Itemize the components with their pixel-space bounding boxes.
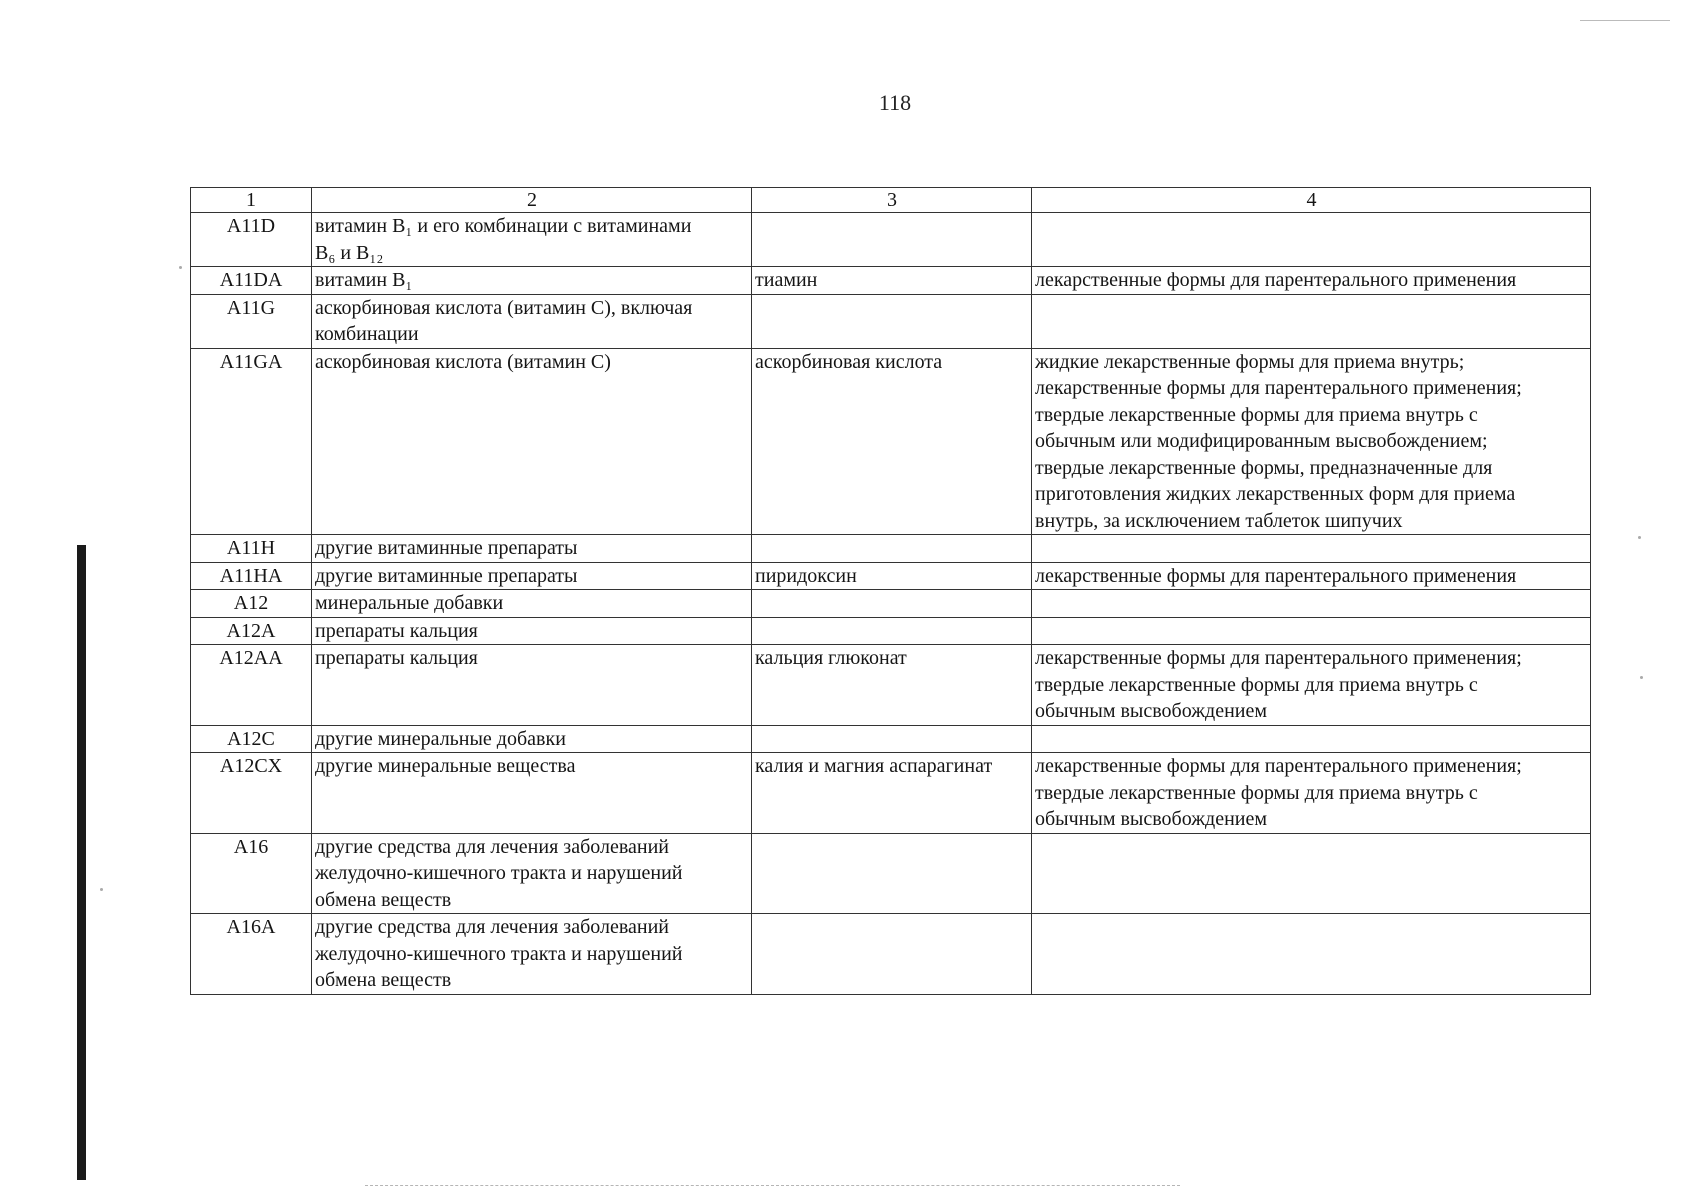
cell-medicine-name (752, 645, 1032, 726)
cell-dosage-forms (1032, 645, 1591, 726)
table-row (191, 617, 1591, 645)
cell-atc-code (191, 267, 312, 295)
cell-dosage-forms (1032, 590, 1591, 618)
cell-atc-code (191, 645, 312, 726)
cell-anatomical-therapeutic-group-text: витамин B₁ и его комбинации с витаминами B₆ и B₁₂ (315, 215, 692, 264)
cell-atc-code-text: A11D (226, 215, 276, 237)
cell-dosage-forms (1032, 294, 1591, 348)
cell-anatomical-therapeutic-group-text: минеральные добавки (315, 592, 504, 614)
header-cell-3: 3 (752, 188, 1032, 213)
cell-dosage-forms (1032, 535, 1591, 563)
cell-medicine-name-text: калия и магния аспарагинат (755, 755, 993, 777)
cell-atc-code (191, 590, 312, 618)
table-row (191, 725, 1591, 753)
cell-dosage-forms (1032, 562, 1591, 590)
cell-dosage-forms-text: лекарственные формы для парентерального применения (1035, 269, 1517, 291)
cell-atc-code (191, 294, 312, 348)
cell-medicine-name (752, 914, 1032, 995)
cell-atc-code-text: A11DA (219, 269, 283, 291)
cell-medicine-name (752, 213, 1032, 267)
cell-anatomical-therapeutic-group (312, 833, 752, 914)
cell-anatomical-therapeutic-group (312, 617, 752, 645)
cell-dosage-forms (1032, 914, 1591, 995)
cell-atc-code-text: A11G (226, 296, 276, 319)
page-number: 118 (878, 90, 912, 115)
cell-anatomical-therapeutic-group-text: другие витаминные препараты (315, 537, 578, 559)
cell-medicine-name-text: тиамин (755, 269, 818, 291)
cell-dosage-forms (1032, 833, 1591, 914)
cell-medicine-name-text: кальция глюконат (755, 647, 907, 669)
table-row (191, 348, 1591, 535)
cell-atc-code-text: A12 (233, 592, 269, 614)
cell-dosage-forms-text: жидкие лекарственные формы для приема внутрь; лекарственные формы для парентерального применения; твердые лекарственные формы для приема внутрь с обычным или модифицированным высвобождением; твердые лекарственные формы, предназначенные для приготовления жидких лекарственных форм для приема внутрь, за исключением таблеток шипучих (1035, 350, 1522, 532)
cell-atc-code (191, 753, 312, 834)
cell-anatomical-therapeutic-group (312, 267, 752, 295)
medicines-table-container (190, 187, 1590, 995)
cell-anatomical-therapeutic-group-text: витамин B₁ (315, 269, 413, 291)
cell-medicine-name (752, 590, 1032, 618)
cell-anatomical-therapeutic-group-text: аскорбиновая кислота (витамин C) (315, 350, 611, 373)
cell-anatomical-therapeutic-group (312, 590, 752, 618)
cell-medicine-name (752, 753, 1032, 834)
cell-dosage-forms-text: лекарственные формы для парентерального применения; твердые лекарственные формы для приема внутрь с обычным высвобождением (1035, 755, 1522, 830)
cell-atc-code (191, 833, 312, 914)
cell-anatomical-therapeutic-group (312, 645, 752, 726)
cell-medicine-name (752, 535, 1032, 563)
cell-dosage-forms (1032, 213, 1591, 267)
cell-atc-code-text: A11H (226, 537, 276, 559)
cell-anatomical-therapeutic-group-text: препараты кальция (315, 647, 478, 669)
scan-dot (100, 888, 103, 891)
cell-medicine-name (752, 833, 1032, 914)
header-cell-1: 1 (191, 188, 312, 213)
cell-dosage-forms (1032, 725, 1591, 753)
cell-dosage-forms (1032, 753, 1591, 834)
table-row (191, 267, 1591, 295)
cell-anatomical-therapeutic-group (312, 294, 752, 348)
cell-dosage-forms-text: лекарственные формы для парентерального применения (1035, 564, 1517, 587)
scan-dot (1640, 676, 1643, 679)
cell-anatomical-therapeutic-group (312, 725, 752, 753)
cell-atc-code-text: A11GA (219, 350, 283, 373)
cell-atc-code (191, 914, 312, 995)
header-cell-2: 2 (312, 188, 752, 213)
cell-medicine-name (752, 294, 1032, 348)
cell-atc-code-text: A11HA (219, 564, 283, 587)
cell-atc-code-text: A12C (227, 727, 275, 750)
cell-medicine-name-text: пиридоксин (755, 564, 857, 587)
scan-bottom-line (365, 1185, 1180, 1186)
table-row (191, 914, 1591, 995)
cell-atc-code (191, 348, 312, 535)
table-row (191, 590, 1591, 618)
table-row (191, 294, 1591, 348)
cell-anatomical-therapeutic-group (312, 535, 752, 563)
cell-dosage-forms (1032, 267, 1591, 295)
cell-medicine-name (752, 562, 1032, 590)
scan-edge-bar (77, 545, 86, 1180)
cell-dosage-forms (1032, 348, 1591, 535)
table-row (191, 833, 1591, 914)
cell-atc-code (191, 617, 312, 645)
cell-atc-code-text: A12A (226, 619, 276, 642)
cell-anatomical-therapeutic-group-text: другие минеральные добавки (315, 727, 566, 750)
cell-anatomical-therapeutic-group (312, 213, 752, 267)
table-header-row (191, 188, 1591, 213)
cell-dosage-forms (1032, 617, 1591, 645)
cell-atc-code (191, 535, 312, 563)
table-body (191, 188, 1591, 995)
cell-medicine-name (752, 617, 1032, 645)
table-row (191, 562, 1591, 590)
cell-anatomical-therapeutic-group (312, 348, 752, 535)
table-row (191, 753, 1591, 834)
cell-medicine-name (752, 725, 1032, 753)
cell-anatomical-therapeutic-group (312, 562, 752, 590)
header-cell-4: 4 (1032, 188, 1591, 213)
scan-dot (1638, 536, 1641, 539)
cell-anatomical-therapeutic-group (312, 914, 752, 995)
cell-anatomical-therapeutic-group-text: другие средства для лечения заболеваний желудочно-кишечного тракта и нарушений обмена веществ (315, 916, 683, 991)
medicines-table (190, 187, 1591, 995)
cell-anatomical-therapeutic-group-text: аскорбиновая кислота (витамин C), включая комбинации (315, 296, 693, 345)
cell-atc-code-text: A12CX (219, 755, 283, 777)
cell-medicine-name-text: аскорбиновая кислота (755, 350, 943, 373)
cell-atc-code-text: A12AA (219, 647, 283, 669)
cell-medicine-name (752, 348, 1032, 535)
scan-top-line (1580, 20, 1670, 21)
cell-anatomical-therapeutic-group-text: другие витаминные препараты (315, 564, 578, 587)
cell-atc-code-text: A16A (226, 916, 276, 938)
cell-anatomical-therapeutic-group-text: другие средства для лечения заболеваний желудочно-кишечного тракта и нарушений обмена веществ (315, 835, 683, 911)
table-row (191, 535, 1591, 563)
cell-atc-code-text: A16 (233, 835, 269, 858)
cell-dosage-forms-text: лекарственные формы для парентерального применения; твердые лекарственные формы для приема внутрь с обычным высвобождением (1035, 647, 1522, 722)
cell-atc-code (191, 725, 312, 753)
table-row (191, 645, 1591, 726)
cell-anatomical-therapeutic-group-text: препараты кальция (315, 619, 478, 642)
cell-anatomical-therapeutic-group (312, 753, 752, 834)
scan-dot (179, 266, 182, 269)
cell-medicine-name (752, 267, 1032, 295)
cell-atc-code (191, 562, 312, 590)
cell-atc-code (191, 213, 312, 267)
cell-anatomical-therapeutic-group-text: другие минеральные вещества (315, 755, 576, 777)
table-row (191, 213, 1591, 267)
